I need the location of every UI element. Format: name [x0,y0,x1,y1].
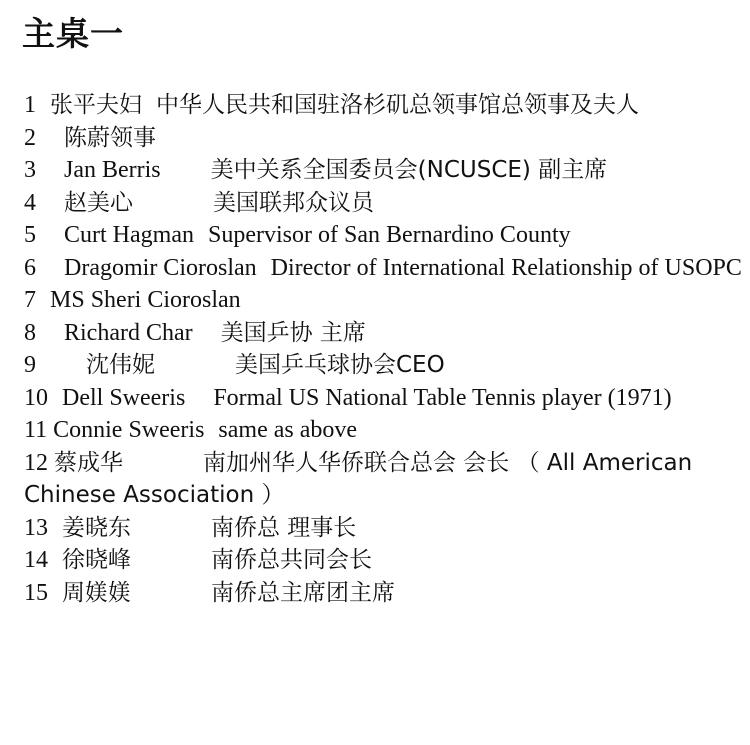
entry-name: 姜晓东 [62,514,131,541]
entry-role: 美国乒协 主席 [220,319,366,346]
entry-name: Dell Sweeris [62,384,186,411]
list-item [24,512,742,545]
entry-role: 南侨总主席团主席 [211,579,395,606]
entry-name: 张平夫妇 [50,92,142,118]
list-item [24,447,742,512]
entry-name: 周媄媄 [62,579,131,606]
entry-number: 13 [24,514,48,541]
entry-role: 美国乒乓球协会CEO [235,352,445,378]
entry-number: 12 [24,449,48,476]
list-item [24,349,742,382]
entry-role: 南侨总 理事长 [211,514,357,541]
entry-role: same as above [218,417,358,443]
entry-role: 南加州华人华侨联合总会 会长 （ All American Chinese Association ） [24,449,693,508]
page-title: 主桌一 [22,14,124,53]
entry-number: 8 [24,319,36,346]
list-item [24,382,742,415]
entry-name: Curt Hagman [64,222,194,248]
entry-name: Jan Berris [64,157,161,183]
entry-name: Dragomir Cioroslan [64,254,257,281]
list-item [24,544,742,577]
entry-number: 2 [24,124,36,151]
entry-number: 7 [24,287,36,313]
entry-number: 10 [24,384,48,411]
list-item [24,154,742,187]
entry-role: 美中关系全国委员会(NCUSCE) 副主席 [210,157,608,183]
entry-name: 赵美心 [64,189,133,216]
list-item [24,187,742,220]
entry-role: 南侨总共同会长 [211,547,372,573]
entry-role: Director of International Relationship of USOPC [270,254,742,281]
guest-list [24,89,742,609]
entry-name: MS Sheri Cioroslan [50,287,241,313]
entry-name: Richard Char [64,319,193,346]
entry-role: 美国联邦众议员 [213,189,374,216]
entry-number: 5 [24,222,36,248]
list-item [24,122,742,155]
entry-number: 11 [24,417,48,443]
entry-number: 9 [24,352,36,378]
entry-number: 15 [24,579,48,606]
entry-role: 中华人民共和国驻洛杉矶总领事馆总领事及夫人 [156,92,639,118]
entry-number: 6 [24,254,36,281]
entry-role: Supervisor of San Bernardino County [207,222,571,248]
entry-number: 3 [24,157,36,183]
entry-name: Connie Sweeris [53,417,205,443]
list-item [24,284,742,317]
entry-role: Formal US National Table Tennis player (1971) [213,384,672,411]
entry-name: 沈伟妮 [86,352,155,378]
list-item [24,89,742,122]
entry-name: 徐晓峰 [62,547,131,573]
entry-number: 4 [24,189,36,216]
entry-name: 陈蔚领事 [64,124,156,151]
entry-name: 蔡成华 [54,449,123,476]
list-item [24,219,742,252]
list-item [24,252,742,285]
list-item [24,577,742,610]
entry-number: 1 [24,92,36,118]
list-item [24,317,742,350]
entry-number: 14 [24,547,48,573]
list-item [24,414,742,447]
